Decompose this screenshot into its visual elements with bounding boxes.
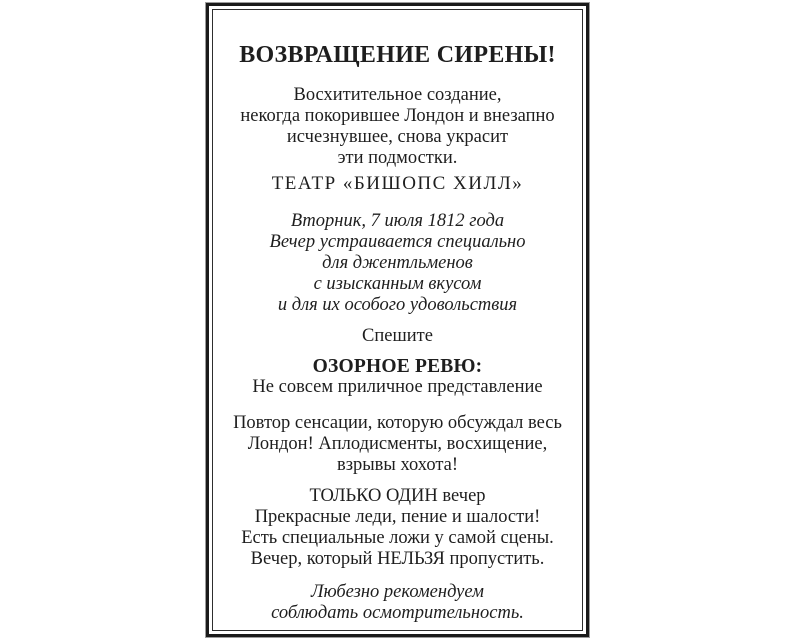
playbill-frame-heavy-rule (206, 3, 589, 637)
finale-line: Вечер, который НЕЛЬЗЯ пропустить. (250, 549, 545, 569)
advice-line: соблюдать осмотрительность. (271, 603, 524, 623)
sensation-line: Повтор сенсации, которую обсуждал весь (233, 413, 562, 433)
playbill-frame-outer (205, 2, 590, 638)
event-line: с изысканным вкусом (313, 274, 482, 294)
advice-line: Любезно рекомендуем (311, 582, 484, 602)
intro-paragraph (213, 85, 582, 169)
finale-paragraph (213, 486, 582, 570)
finale-line: ТОЛЬКО ОДИН вечер (309, 486, 486, 506)
playbill-frame-inner-rule (212, 9, 583, 631)
sensation-line: взрывы хохота! (336, 455, 459, 475)
event-line: для джентльменов (322, 253, 473, 273)
advice-paragraph (213, 582, 582, 624)
poster-title: ВОЗВРАЩЕНИЕ СИРЕНЫ! (239, 42, 556, 68)
event-details-paragraph (213, 211, 582, 316)
finale-line: Прекрасные леди, пение и шалости! (254, 507, 541, 527)
intro-line: Восхитительное создание, (293, 85, 502, 105)
playbill-content (213, 10, 582, 630)
revue-subtitle: Не совсем приличное представление (252, 377, 543, 397)
intro-line: некогда покорившее Лондон и внезапно (240, 106, 555, 126)
sensation-paragraph (213, 413, 582, 476)
finale-line: Есть специальные ложи у самой сцены. (241, 528, 554, 548)
intro-line: эти подмостки. (337, 148, 458, 168)
event-line: и для их особого удовольствия (277, 295, 518, 315)
hurry-note: Спешите (362, 326, 433, 346)
revue-title: ОЗОРНОЕ РЕВЮ: (312, 356, 483, 377)
event-line: Вторник, 7 июля 1812 года (290, 211, 505, 231)
sensation-line: Лондон! Аплодисменты, восхищение, (247, 434, 548, 454)
intro-line: исчезнувшее, снова украсит (286, 127, 509, 147)
event-line: Вечер устраивается специально (269, 232, 526, 252)
venue-name: ТЕАТР «БИШОПС ХИЛЛ» (271, 173, 524, 194)
